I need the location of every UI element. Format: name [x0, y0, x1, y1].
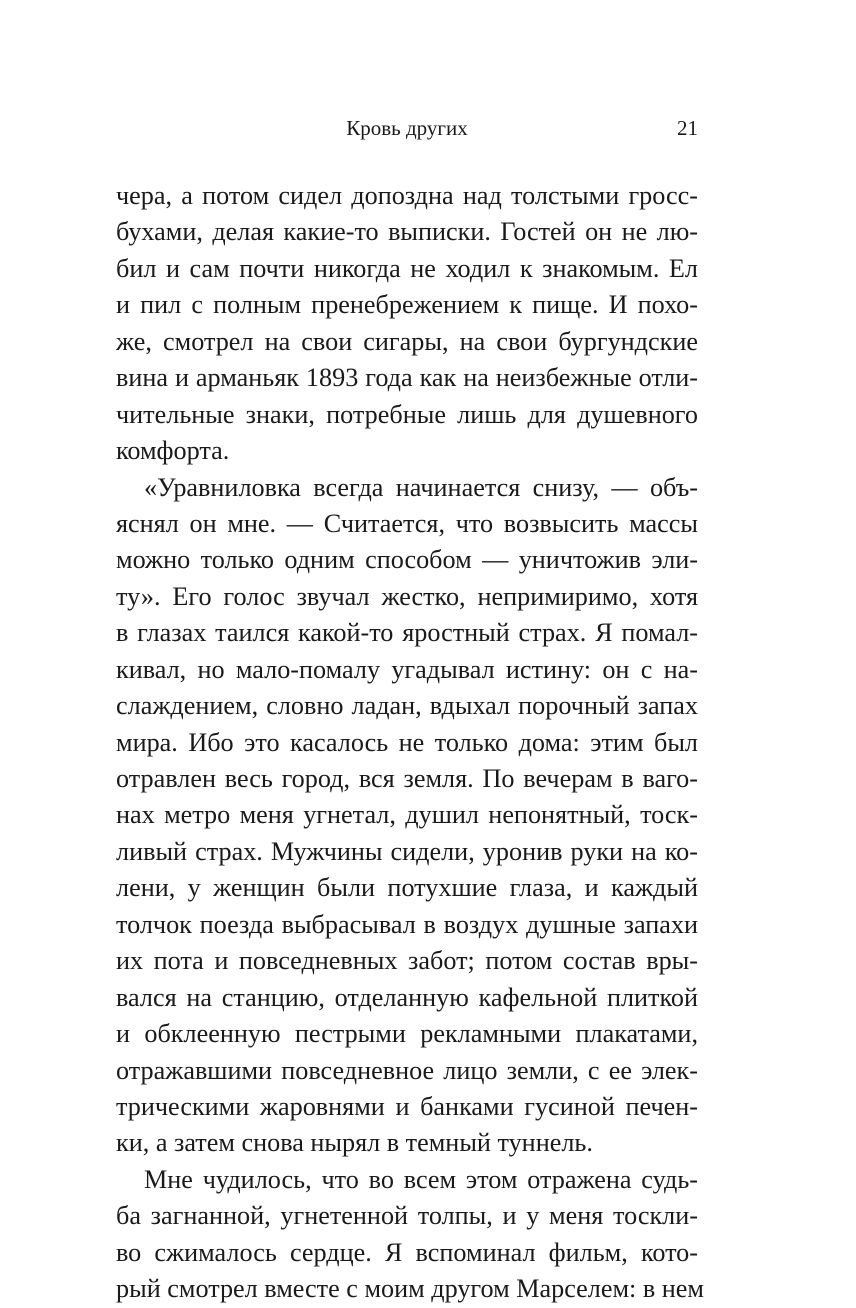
- paragraph: [116, 1162, 705, 1308]
- text-line: «Уравниловка всегда начинается снизу, — объ-: [144, 472, 698, 502]
- body-text: [116, 178, 705, 1308]
- text-line: можно только одним способом — уничтожив эли-: [116, 545, 698, 575]
- text-line: во сжималось сердце. Я вспоминал фильм, кото-: [116, 1237, 698, 1267]
- text-line: их пота и повседневных забот; потом состав вры-: [116, 946, 698, 976]
- text-line: бил и сам почти никогда не ходил к знакомым. Ел: [116, 253, 698, 283]
- book-page: [116, 116, 705, 1308]
- running-head: [116, 116, 698, 152]
- text-line: вался на станцию, отделанную кафельной плиткой: [116, 982, 698, 1012]
- text-line: нах метро меня угнетал, душил непонятный, тоск-: [116, 800, 698, 830]
- text-line: бухами, делая какие-то выписки. Гостей он не лю-: [116, 217, 698, 247]
- text-line: лени, у женщин были потухшие глаза, и каждый: [116, 873, 698, 903]
- text-line: вина и арманьяк 1893 года как на неизбежные отли-: [116, 363, 698, 393]
- text-line: и пил с полным пренебрежением к пище. И похо-: [116, 290, 698, 320]
- text-line: кивал, но мало-помалу угадывал истину: он с на-: [116, 654, 698, 684]
- text-line: мира. Ибо это касалось не только дома: этим был: [116, 727, 698, 757]
- text-line: чера, а потом сидел допоздна над толстыми гросс-: [116, 181, 698, 210]
- text-line: чительные знаки, потребные лишь для душевного: [116, 399, 698, 429]
- text-line: отравлен весь город, вся земля. По вечерам в ваго-: [116, 764, 698, 793]
- text-line: ба загнанной, угнетенной толпы, и у меня тоскли-: [116, 1201, 698, 1231]
- running-title: Кровь других: [346, 116, 468, 140]
- text-line: и обклеенную пестрыми рекламными плакатами,: [116, 1019, 698, 1049]
- text-line: яснял он мне. — Считается, что возвысить массы: [116, 508, 698, 538]
- text-line: ливый страх. Мужчины сидели, уронив руки на ко-: [116, 836, 698, 866]
- text-line: комфорта.: [116, 436, 230, 466]
- text-line: Мне чудилось, что во всем этом отражена судь-: [144, 1164, 698, 1194]
- text-line: трическими жаровнями и банками гусиной печен-: [116, 1091, 698, 1121]
- text-line: в глазах таился какой-то яростный страх. Я помал-: [116, 618, 698, 648]
- text-line: отражавшими повседневное лицо земли, с ее элек-: [116, 1055, 698, 1085]
- paragraph: [116, 470, 698, 1162]
- text-line: рый смотрел вместе с моим другом Марселем: в нем: [116, 1274, 705, 1304]
- text-line: ки, а затем снова нырял в темный туннель.: [116, 1128, 593, 1158]
- text-line: ту». Его голос звучал жестко, непримиримо, хотя: [116, 581, 698, 611]
- paragraph: [116, 178, 698, 470]
- text-line: слаждением, словно ладан, вдыхал порочный запах: [116, 691, 698, 721]
- text-line: же, смотрел на свои сигары, на свои бургундские: [116, 326, 698, 356]
- text-line: толчок поезда выбрасывал в воздух душные запахи: [116, 909, 698, 939]
- page-number: 21: [677, 116, 698, 140]
